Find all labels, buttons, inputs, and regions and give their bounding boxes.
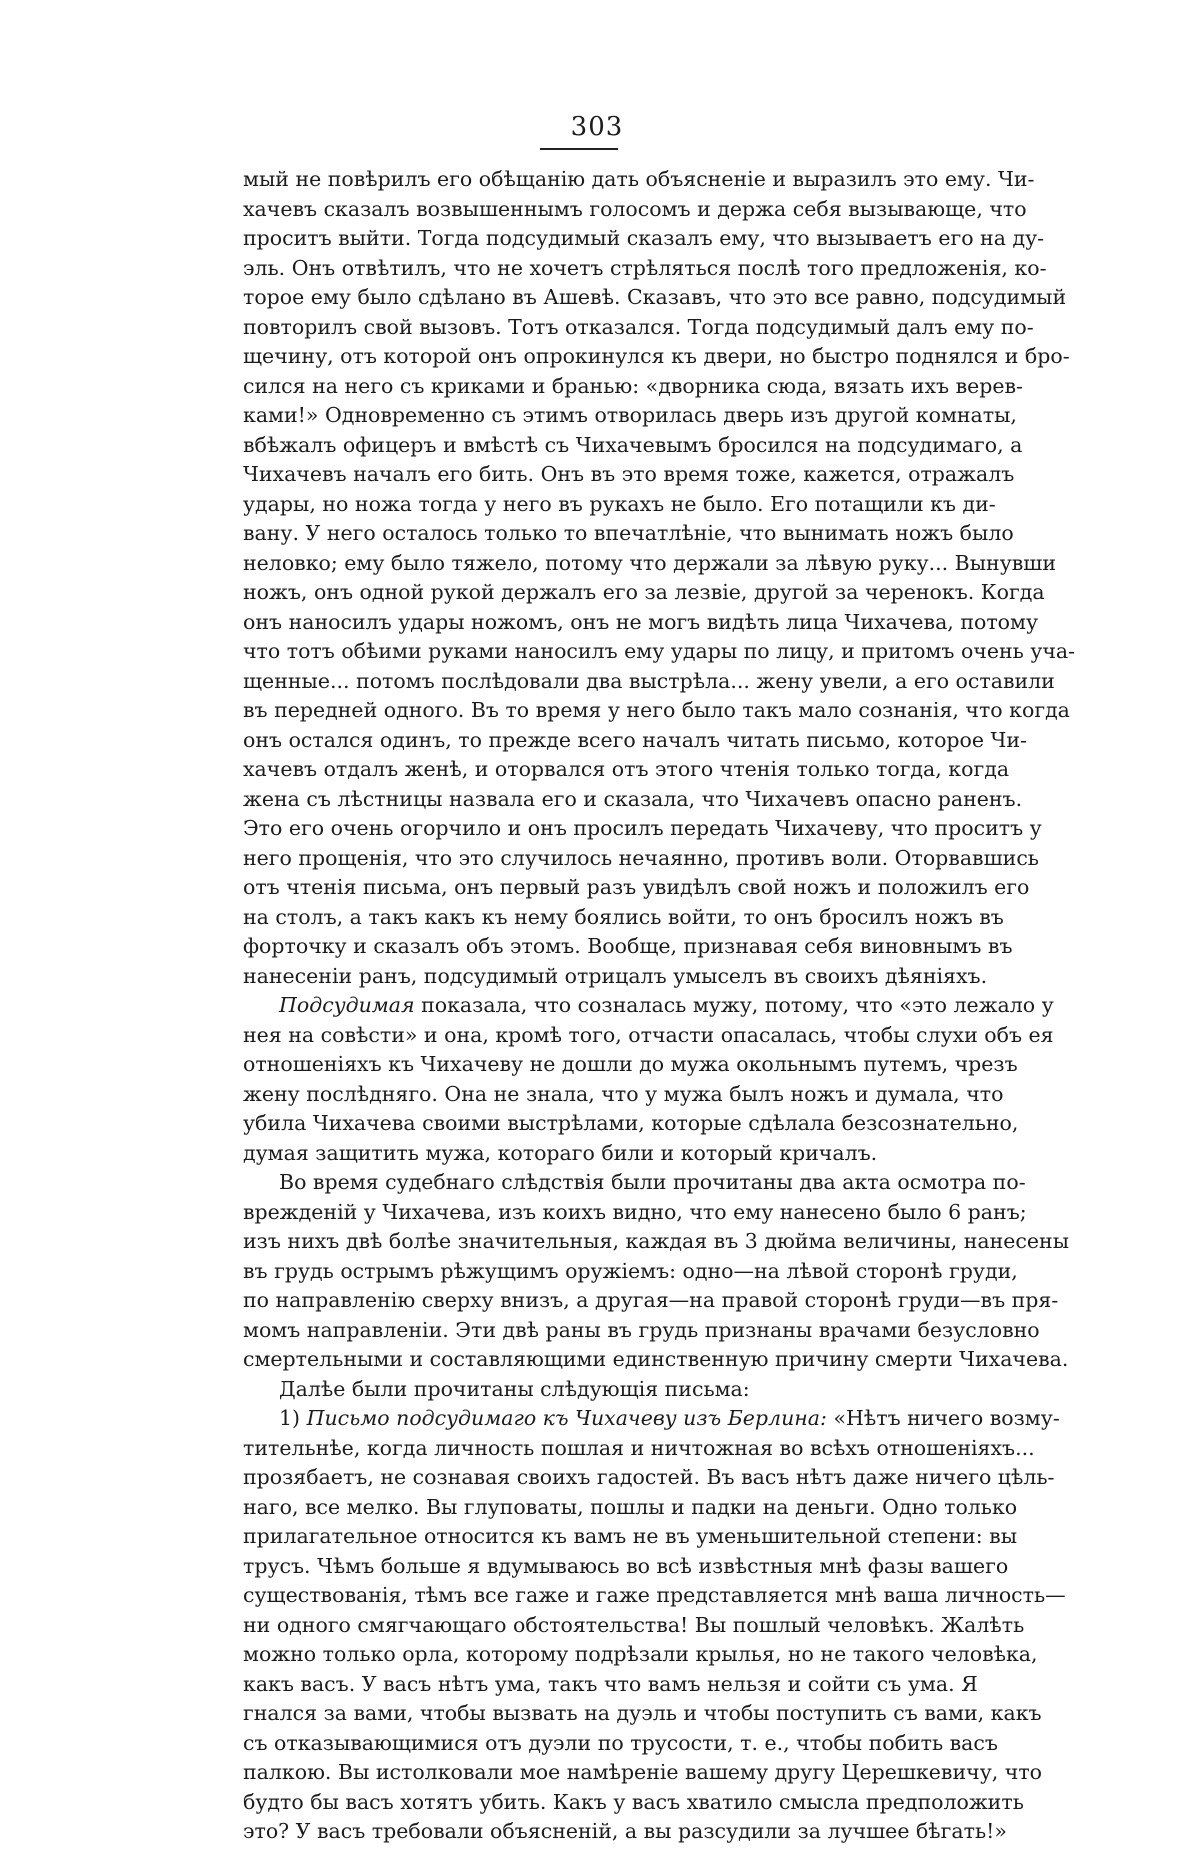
text-line: въ передней одного. Въ то время у него было такъ мало сознанія, что когда — [243, 696, 911, 726]
text-line: убила Чихачева своими выстрѣлами, которые сдѣлала безсознательно, — [243, 1109, 911, 1139]
text-line: это? У васъ требовали объясненій, а вы разсудили за лучшее бѣгать!» — [243, 1817, 911, 1847]
text-line: хачевъ сказалъ возвышеннымъ голосомъ и держа себя вызывающе, что — [243, 195, 911, 225]
text-line: него прощенія, что это случилось нечаянно, противъ воли. Оторвавшись — [243, 844, 911, 874]
text-line: по направленію сверху внизъ, а другая—на правой сторонѣ груди—въ пря- — [243, 1286, 911, 1316]
text-line: удары, но ножа тогда у него въ рукахъ не было. Его потащили къ ди- — [243, 490, 911, 520]
text-line: онъ наносилъ удары ножомъ, онъ не могъ видѣть лица Чихачева, потому — [243, 608, 911, 638]
text-line: торое ему было сдѣлано въ Ашевѣ. Сказавъ, что это все равно, подсудимый — [243, 283, 911, 313]
text-line: жена съ лѣстницы назвала его и сказала, что Чихачевъ опасно раненъ. — [243, 785, 911, 815]
italic-lead: Подсудимая — [279, 993, 415, 1017]
text-line: ни одного смягчающаго обстоятельства! Вы пошлый человѣкъ. Жалѣть — [243, 1611, 911, 1641]
text-line: ножъ, онъ одной рукой держалъ его за лезвіе, другой за черенокъ. Когда — [243, 578, 911, 608]
text-line: на столъ, а такъ какъ къ нему боялись войти, то онъ бросилъ ножъ въ — [243, 903, 911, 933]
text-line: онъ остался одинъ, то прежде всего началъ читать письмо, которое Чи- — [243, 726, 911, 756]
text-line: неловко; ему было тяжело, потому что держали за лѣвую руку... Вынувши — [243, 549, 911, 579]
text-line: отъ чтенія письма, онъ первый разъ увидѣлъ свой ножъ и положилъ его — [243, 873, 911, 903]
text-line: будто бы васъ хотятъ убить. Какъ у васъ хватило смысла предположить — [243, 1788, 911, 1818]
text-line: хачевъ отдалъ женѣ, и оторвался отъ этого чтенія только тогда, когда — [243, 755, 911, 785]
text-run: показала, что созналась мужу, потому, что «это лежало у — [415, 993, 1054, 1017]
text-line: прозябаетъ, не сознавая своихъ гадостей. Въ васъ нѣтъ даже ничего цѣль- — [243, 1463, 911, 1493]
text-line: эль. Онъ отвѣтилъ, что не хочетъ стрѣляться послѣ того предложенія, ко- — [243, 254, 911, 284]
text-line: Это его очень огорчило и онъ просилъ передать Чихачеву, что проситъ у — [243, 814, 911, 844]
text-line: изъ нихъ двѣ болѣе значительныя, каждая въ 3 дюйма величины, нанесены — [243, 1227, 911, 1257]
text-line: мый не повѣрилъ его обѣщанію дать объясненіе и выразилъ это ему. Чи- — [243, 165, 911, 195]
text-line: ками!» Одновременно съ этимъ отворилась дверь изъ другой комнаты, — [243, 401, 911, 431]
text-line: врежденій у Чихачева, изъ коихъ видно, что ему нанесено было 6 ранъ; — [243, 1198, 911, 1228]
text-line: наго, все мелко. Вы глуповаты, пошлы и падки на деньги. Одно только — [243, 1493, 911, 1523]
text-line: можно только орла, которому подрѣзали крылья, но не такого человѣка, — [243, 1640, 911, 1670]
text-line: прилагательное относится къ вамъ не въ уменьшительной степени: вы — [243, 1522, 911, 1552]
page-number: 303 — [0, 112, 1194, 142]
text-line: щенные... потомъ послѣдовали два выстрѣла... жену увели, а его оставили — [243, 667, 911, 697]
text-line: тительнѣе, когда личность пошлая и ничтожная во всѣхъ отношеніяхъ... — [243, 1434, 911, 1464]
text-line: съ отказывающимися отъ дуэли по трусости, т. е., чтобы побить васъ — [243, 1729, 911, 1759]
text-line: смертельными и составляющими единственную причину смерти Чихачева. — [243, 1345, 911, 1375]
text-line: вану. У него осталось только то впечатлѣніе, что вынимать ножъ было — [243, 519, 911, 549]
text-line: нанесеніи ранъ, подсудимый отрицалъ умыселъ въ своихъ дѣяніяхъ. — [243, 962, 911, 992]
text-line: щечину, отъ которой онъ опрокинулся къ двери, но быстро поднялся и бро- — [243, 342, 911, 372]
text-line: жену послѣдняго. Она не знала, что у мужа былъ ножъ и думала, что — [243, 1080, 911, 1110]
text-line: что тотъ обѣими руками наносилъ ему удары по лицу, и притомъ очень уча- — [243, 637, 911, 667]
text-line: существованія, тѣмъ все гаже и гаже представляется мнѣ ваша личность— — [243, 1581, 911, 1611]
text-line: Далѣе были прочитаны слѣдующія письма: — [243, 1375, 911, 1405]
text-line — [243, 1847, 911, 1876]
text-line: трусъ. Чѣмъ больше я вдумываюсь во всѣ извѣстныя мнѣ фазы вашего — [243, 1552, 911, 1582]
text-line: сился на него съ криками и бранью: «дворника сюда, вязать ихъ верев- — [243, 372, 911, 402]
text-run: «Нѣтъ ничего возму- — [827, 1406, 1060, 1430]
text-line: гнался за вами, чтобы вызвать на дуэль и чтобы поступить съ вами, какъ — [243, 1699, 911, 1729]
text-line: вбѣжалъ офицеръ и вмѣстѣ съ Чихачевымъ бросился на подсудимаго, а — [243, 431, 911, 461]
text-line: проситъ выйти. Тогда подсудимый сказалъ ему, что вызываетъ его на ду- — [243, 224, 911, 254]
italic-lead: Письмо подсудимаго къ Чихачеву изъ Берлина: — [307, 1406, 827, 1430]
text-line — [243, 991, 911, 1021]
text-line: въ грудь острымъ рѣжущимъ оружіемъ: одно—на лѣвой сторонѣ груди, — [243, 1257, 911, 1287]
text-line: момъ направленіи. Эти двѣ раны въ грудь признаны врачами безусловно — [243, 1316, 911, 1346]
text-line: отношеніяхъ къ Чихачеву не дошли до мужа окольнымъ путемъ, чрезъ — [243, 1050, 911, 1080]
page-number-rule — [540, 148, 618, 150]
text-line: думая защитить мужа, котораго били и который кричалъ. — [243, 1139, 911, 1169]
list-number: 1) — [279, 1406, 307, 1430]
text-line: Чихачевъ началъ его бить. Онъ въ это время тоже, кажется, отражалъ — [243, 460, 911, 490]
text-line — [243, 1404, 911, 1434]
text-line: какъ васъ. У васъ нѣтъ ума, такъ что вамъ нельзя и сойти съ ума. Я — [243, 1670, 911, 1700]
text-line: повторилъ свой вызовъ. Тотъ отказался. Тогда подсудимый далъ ему по- — [243, 313, 911, 343]
text-line: палкою. Вы истолковали мое намѣреніе вашему другу Церешкевичу, что — [243, 1758, 911, 1788]
text-line: нея на совѣсти» и она, кромѣ того, отчасти опасалась, чтобы слухи объ ея — [243, 1021, 911, 1051]
text-line: форточку и сказалъ объ этомъ. Вообще, признавая себя виновнымъ въ — [243, 932, 911, 962]
body-text — [243, 165, 911, 1876]
text-line: Во время судебнаго слѣдствія были прочитаны два акта осмотра по- — [243, 1168, 911, 1198]
